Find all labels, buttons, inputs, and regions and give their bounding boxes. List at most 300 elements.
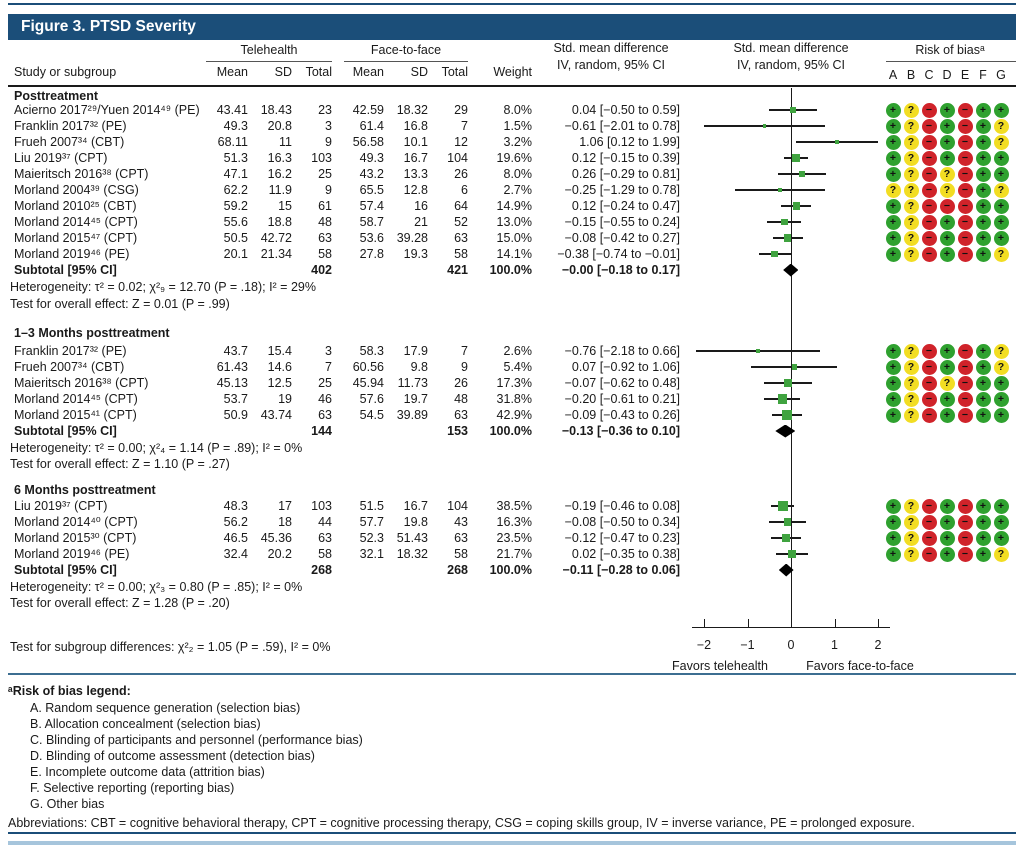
axis-tick-label: −1 [740, 638, 755, 652]
study-mean_f: 52.3 [359, 531, 384, 545]
study-ci-text: −0.25 [−1.29 to 0.78] [564, 183, 680, 197]
study-n_t: 3 [325, 344, 332, 358]
rob-circle: + [994, 376, 1009, 391]
study-name: Morland 2014⁴⁵ (CPT) [14, 215, 138, 229]
rob-circle: ? [904, 547, 919, 562]
study-mean_f: 61.4 [359, 119, 384, 133]
top-rule [8, 3, 1016, 5]
effect-square [781, 219, 788, 226]
rob-circle: − [922, 531, 937, 546]
rob-circle: − [958, 408, 973, 423]
study-n_t: 58 [318, 247, 332, 261]
effect-square [782, 534, 790, 542]
total-f-header: Total [441, 65, 468, 79]
heterogeneity-text: Heterogeneity: τ² = 0.02; χ²₉ = 12.70 (P = .18); I² = 29% [10, 280, 316, 294]
study-n_t: 103 [311, 151, 332, 165]
rob-circle: ? [904, 231, 919, 246]
study-n_f: 26 [454, 167, 468, 181]
study-sd_t: 20.2 [267, 547, 292, 561]
rob-circle: + [976, 344, 991, 359]
effect-square [763, 124, 767, 128]
rob-circle: + [976, 408, 991, 423]
subtotal-diamond [775, 425, 795, 438]
effect-square [784, 379, 791, 386]
rob-circle: + [994, 231, 1009, 246]
rob-letter: E [960, 68, 970, 82]
rob-circle: + [976, 119, 991, 134]
study-sd_t: 18.8 [267, 215, 292, 229]
effect-square [782, 410, 793, 421]
study-name: Morland 2015⁴¹ (CPT) [14, 408, 137, 422]
study-mean_t: 46.5 [223, 531, 248, 545]
subtotal-diamond [783, 264, 798, 277]
study-mean_t: 48.3 [223, 499, 248, 513]
overall-effect-text: Test for overall effect: Z = 0.01 (P = .99) [10, 297, 230, 311]
subtotal-nt: 402 [311, 263, 332, 277]
mean-t-header: Mean [216, 65, 248, 79]
study-sd_t: 18 [278, 515, 292, 529]
axis-tick-label: 0 [787, 638, 795, 652]
study-n_t: 63 [318, 408, 332, 422]
facetoface-group-header: Face-to-face [370, 43, 442, 57]
rob-legend-title: ᵃRisk of bias legend: [8, 684, 131, 698]
study-name: Liu 2019³⁷ (CPT) [14, 499, 108, 513]
study-mean_t: 55.6 [223, 215, 248, 229]
rob-circle: + [886, 199, 901, 214]
rob-circle: ? [904, 167, 919, 182]
study-n_t: 9 [325, 135, 332, 149]
rob-circle: + [976, 135, 991, 150]
subtotal-weight: 100.0% [489, 424, 532, 438]
study-sd_f: 16.7 [403, 151, 428, 165]
zero-line [791, 88, 792, 627]
rob-circle: ? [904, 183, 919, 198]
rob-circle: + [940, 547, 955, 562]
sd-f-header: SD [410, 65, 428, 79]
study-weight: 1.5% [503, 119, 532, 133]
favors-left-label: Favors telehealth [672, 659, 768, 673]
rob-circle: ? [904, 247, 919, 262]
study-weight: 19.6% [496, 151, 532, 165]
study-name: Acierno 2017²⁹/Yuen 2014⁴⁹ (PE) [14, 103, 200, 117]
study-mean_f: 56.58 [352, 135, 384, 149]
rob-circle: − [922, 183, 937, 198]
study-n_f: 7 [461, 119, 468, 133]
study-sd_t: 12.5 [267, 376, 292, 390]
heterogeneity-text: Heterogeneity: τ² = 0.00; χ²₃ = 0.80 (P = .85); I² = 0% [10, 580, 303, 594]
axis-tick [835, 619, 836, 628]
study-sd_t: 15.4 [267, 344, 292, 358]
study-n_f: 63 [454, 231, 468, 245]
rob-circle: − [958, 376, 973, 391]
study-sd_t: 16.3 [267, 151, 292, 165]
axis-tick-label: 1 [831, 638, 838, 652]
study-sd_f: 16 [414, 199, 428, 213]
study-n_f: 104 [447, 499, 468, 513]
rob-circle: ? [904, 199, 919, 214]
study-ci-text: −0.08 [−0.50 to 0.34] [564, 515, 680, 529]
rob-circle: + [994, 408, 1009, 423]
study-weight: 16.3% [496, 515, 532, 529]
favors-right-label: Favors face-to-face [806, 659, 914, 673]
overall-effect-text: Test for overall effect: Z = 1.28 (P = .20) [10, 596, 230, 610]
study-ci-text: 0.12 [−0.24 to 0.47] [571, 199, 680, 213]
rob-circle: − [922, 167, 937, 182]
subtotal-weight: 100.0% [489, 563, 532, 577]
mean-f-header: Mean [352, 65, 384, 79]
bottom-band [8, 841, 1016, 845]
study-mean_f: 42.59 [352, 103, 384, 117]
rob-circle: − [958, 515, 973, 530]
section-title: Posttreatment [14, 89, 99, 103]
risk-of-bias-header: Risk of biasᵃ [915, 43, 985, 57]
rob-circle: − [958, 360, 973, 375]
study-sd_t: 16.2 [267, 167, 292, 181]
effect-square [778, 501, 788, 511]
rob-circle: ? [904, 103, 919, 118]
effect-square [790, 107, 796, 113]
subtotal-nf: 421 [447, 263, 468, 277]
rob-circle: + [994, 499, 1009, 514]
subtotal-ci-text: −0.00 [−0.18 to 0.17] [561, 263, 680, 277]
telehealth-underline [206, 61, 332, 62]
study-ci-text: −0.15 [−0.55 to 0.24] [564, 215, 680, 229]
study-sd_t: 20.8 [267, 119, 292, 133]
study-name: Morland 2010²⁵ (CBT) [14, 199, 137, 213]
study-n_f: 26 [454, 376, 468, 390]
effect-square [756, 349, 760, 353]
study-ci-text: 0.26 [−0.29 to 0.81] [571, 167, 680, 181]
study-sd_t: 11.9 [268, 183, 292, 197]
rob-circle: − [958, 392, 973, 407]
study-mean_f: 57.7 [359, 515, 384, 529]
rob-circle: − [940, 199, 955, 214]
subtotal-label: Subtotal [95% CI] [14, 263, 117, 277]
study-ci-text: −0.19 [−0.46 to 0.08] [564, 499, 680, 513]
study-mean_t: 45.13 [216, 376, 248, 390]
rob-circle: + [940, 499, 955, 514]
study-name: Maieritsch 2016³⁸ (CPT) [14, 167, 149, 181]
rob-letter: F [979, 68, 987, 82]
rob-circle: ? [994, 360, 1009, 375]
subtotal-label: Subtotal [95% CI] [14, 424, 117, 438]
rob-circle: ? [904, 215, 919, 230]
study-weight: 31.8% [496, 392, 532, 406]
legend-top-rule [8, 673, 1016, 675]
weight-header: Weight [493, 65, 532, 79]
study-sd_f: 51.43 [396, 531, 428, 545]
study-n_t: 23 [318, 103, 332, 117]
study-name: Franklin 2017³² (PE) [14, 119, 127, 133]
study-n_f: 6 [461, 183, 468, 197]
study-ci-text: 1.06 [0.12 to 1.99] [579, 135, 680, 149]
study-mean_f: 58.7 [359, 215, 384, 229]
rob-circle: ? [904, 360, 919, 375]
rob-circle: − [922, 344, 937, 359]
study-weight: 42.9% [496, 408, 532, 422]
rob-circle: + [886, 360, 901, 375]
study-ci-text: 0.04 [−0.50 to 0.59] [571, 103, 680, 117]
study-name: Frueh 2007³⁴ (CBT) [14, 360, 125, 374]
axis-tick [704, 619, 705, 628]
study-weight: 2.6% [503, 344, 532, 358]
study-sd_f: 16.8 [403, 119, 428, 133]
study-mean_t: 20.1 [223, 247, 248, 261]
study-n_f: 43 [454, 515, 468, 529]
rob-circle: + [886, 231, 901, 246]
study-weight: 21.7% [496, 547, 532, 561]
study-sd_f: 18.32 [396, 103, 428, 117]
total-t-header: Total [305, 65, 332, 79]
rob-circle: − [922, 151, 937, 166]
study-sd_f: 39.89 [396, 408, 428, 422]
rob-circle: − [922, 215, 937, 230]
study-ci-text: −0.61 [−2.01 to 0.78] [564, 119, 680, 133]
figure-title: Figure 3. PTSD Severity [21, 18, 196, 35]
rob-circle: + [976, 515, 991, 530]
rob-circle: + [886, 103, 901, 118]
heterogeneity-text: Heterogeneity: τ² = 0.00; χ²₄ = 1.14 (P = .89); I² = 0% [10, 441, 303, 455]
smd-plot-header-line2: IV, random, 95% CI [737, 58, 845, 72]
study-mean_t: 47.1 [223, 167, 248, 181]
rob-circle: + [940, 119, 955, 134]
bottom-rule [8, 832, 1016, 834]
study-sd_f: 16.7 [403, 499, 428, 513]
study-n_t: 25 [318, 167, 332, 181]
rob-circle: ? [904, 531, 919, 546]
study-mean_f: 49.3 [359, 151, 384, 165]
rob-circle: ? [994, 247, 1009, 262]
study-n_t: 58 [318, 547, 332, 561]
legend-item: B. Allocation concealment (selection bias) [30, 717, 261, 731]
rob-circle: + [940, 515, 955, 530]
rob-circle: − [958, 231, 973, 246]
study-mean_t: 32.4 [223, 547, 248, 561]
rob-circle: − [958, 119, 973, 134]
rob-circle: + [940, 135, 955, 150]
study-name: Morland 2015⁴⁷ (CPT) [14, 231, 138, 245]
study-ci-text: −0.76 [−2.18 to 0.66] [564, 344, 680, 358]
study-name: Morland 2015³⁰ (CPT) [14, 531, 137, 545]
study-sd_t: 45.36 [260, 531, 292, 545]
rob-letter: C [924, 68, 934, 82]
study-sd_f: 19.7 [403, 392, 428, 406]
study-name: Frueh 2007³⁴ (CBT) [14, 135, 125, 149]
study-sd_f: 19.3 [403, 247, 428, 261]
rob-circle: + [994, 392, 1009, 407]
rob-circle: ? [904, 392, 919, 407]
study-n_t: 63 [318, 531, 332, 545]
study-n_t: 103 [311, 499, 332, 513]
study-sd_t: 15 [278, 199, 292, 213]
rob-circle: + [976, 103, 991, 118]
study-mean_t: 53.7 [223, 392, 248, 406]
study-ci-text: −0.08 [−0.42 to 0.27] [564, 231, 680, 245]
study-n_t: 44 [318, 515, 332, 529]
study-weight: 13.0% [496, 215, 532, 229]
rob-circle: + [940, 231, 955, 246]
study-mean_f: 57.6 [359, 392, 384, 406]
study-sd_f: 12.8 [403, 183, 428, 197]
effect-square [793, 202, 800, 209]
rob-circle: − [958, 247, 973, 262]
study-sd_f: 9.8 [410, 360, 428, 374]
study-mean_t: 59.2 [223, 199, 248, 213]
study-mean_f: 65.5 [359, 183, 384, 197]
legend-item: E. Incomplete outcome data (attrition bias) [30, 765, 265, 779]
study-n_f: 12 [454, 135, 468, 149]
rob-circle: + [976, 392, 991, 407]
rob-circle: − [958, 215, 973, 230]
sd-t-header: SD [274, 65, 292, 79]
rob-circle: − [922, 119, 937, 134]
risk-of-bias-underline [886, 61, 1016, 62]
rob-circle: ? [994, 119, 1009, 134]
subtotal-label: Subtotal [95% CI] [14, 563, 117, 577]
rob-circle: − [958, 199, 973, 214]
rob-circle: + [976, 231, 991, 246]
rob-circle: + [994, 103, 1009, 118]
study-n_f: 29 [454, 103, 468, 117]
abbreviations-text: Abbreviations: CBT = cognitive behavioral therapy, CPT = cognitive processing therapy, CSG = coping skills group, IV = inverse variance, PE = prolonged exposure. [8, 816, 915, 830]
study-ci-text: 0.02 [−0.35 to 0.38] [571, 547, 680, 561]
figure-title-bar [8, 14, 1016, 40]
facetoface-underline [344, 61, 468, 62]
effect-square [835, 140, 839, 144]
rob-circle: + [976, 499, 991, 514]
rob-circle: + [994, 151, 1009, 166]
study-sd_f: 13.3 [403, 167, 428, 181]
rob-circle: ? [994, 344, 1009, 359]
study-sd_t: 43.74 [260, 408, 292, 422]
rob-circle: + [940, 531, 955, 546]
study-sd_f: 11.73 [397, 376, 428, 390]
rob-letter: D [942, 68, 952, 82]
study-sd_t: 11 [279, 135, 292, 149]
study-n_t: 9 [325, 183, 332, 197]
rob-circle: + [976, 151, 991, 166]
study-weight: 23.5% [496, 531, 532, 545]
rob-circle: − [922, 360, 937, 375]
rob-circle: − [922, 547, 937, 562]
smd-text-header-line1: Std. mean difference [553, 41, 669, 55]
study-mean_t: 49.3 [223, 119, 248, 133]
rob-circle: + [976, 547, 991, 562]
rob-circle: ? [994, 135, 1009, 150]
study-mean_f: 43.2 [359, 167, 384, 181]
study-name: Morland 2014⁴⁵ (CPT) [14, 392, 138, 406]
study-mean_f: 60.56 [352, 360, 384, 374]
study-n_t: 46 [318, 392, 332, 406]
study-name: Morland 2004³⁹ (CSG) [14, 183, 139, 197]
rob-circle: − [922, 515, 937, 530]
header-rule [8, 85, 1016, 87]
legend-item: D. Blinding of outcome assessment (detection bias) [30, 749, 315, 763]
legend-item: F. Selective reporting (reporting bias) [30, 781, 235, 795]
rob-circle: + [886, 119, 901, 134]
study-ci-text: 0.07 [−0.92 to 1.06] [571, 360, 680, 374]
axis-tick [878, 619, 879, 628]
legend-item: G. Other bias [30, 797, 105, 811]
rob-circle: ? [904, 135, 919, 150]
study-mean_f: 53.6 [359, 231, 384, 245]
rob-circle: − [958, 499, 973, 514]
rob-circle: ? [940, 183, 955, 198]
effect-square [778, 188, 782, 192]
study-sd_f: 17.9 [403, 344, 428, 358]
study-mean_t: 68.11 [217, 135, 248, 149]
subtotal-weight: 100.0% [489, 263, 532, 277]
effect-square [778, 394, 787, 403]
study-name: Morland 2014⁴⁰ (CPT) [14, 515, 138, 529]
rob-circle: − [958, 167, 973, 182]
rob-letter: A [888, 68, 898, 82]
study-n_f: 104 [447, 151, 468, 165]
rob-circle: + [940, 247, 955, 262]
study-mean_t: 50.9 [223, 408, 248, 422]
study-n_f: 58 [454, 547, 468, 561]
study-weight: 2.7% [503, 183, 532, 197]
effect-square [788, 550, 796, 558]
study-sd_f: 21 [414, 215, 428, 229]
rob-circle: + [976, 247, 991, 262]
study-ci-text: −0.07 [−0.62 to 0.48] [564, 376, 680, 390]
legend-item: C. Blinding of participants and personnel (performance bias) [30, 733, 363, 747]
study-sd_f: 18.32 [396, 547, 428, 561]
study-ci-text: −0.09 [−0.43 to 0.26] [564, 408, 680, 422]
study-mean_f: 58.3 [359, 344, 384, 358]
study-sd_t: 17 [278, 499, 292, 513]
study-n_t: 48 [318, 215, 332, 229]
legend-item: A. Random sequence generation (selection bias) [30, 701, 301, 715]
rob-circle: − [922, 247, 937, 262]
rob-circle: − [922, 135, 937, 150]
study-mean_t: 51.3 [223, 151, 248, 165]
rob-circle: ? [904, 515, 919, 530]
section-title: 6 Months posttreatment [14, 483, 156, 497]
study-weight: 5.4% [503, 360, 532, 374]
rob-circle: + [940, 103, 955, 118]
telehealth-group-header: Telehealth [240, 43, 298, 57]
rob-circle: + [886, 515, 901, 530]
rob-circle: + [940, 408, 955, 423]
rob-circle: + [976, 199, 991, 214]
rob-circle: + [886, 547, 901, 562]
study-ci-text: −0.20 [−0.61 to 0.21] [564, 392, 680, 406]
study-sd_t: 18.43 [260, 103, 292, 117]
rob-circle: − [958, 547, 973, 562]
study-name: Liu 2019³⁷ (CPT) [14, 151, 108, 165]
study-sd_t: 19 [278, 392, 292, 406]
study-sd_f: 39.28 [396, 231, 428, 245]
subtotal-nt: 144 [311, 424, 332, 438]
rob-circle: + [976, 376, 991, 391]
smd-plot-header-line1: Std. mean difference [733, 41, 849, 55]
study-weight: 8.0% [503, 103, 532, 117]
study-sd_t: 42.72 [260, 231, 292, 245]
study-weight: 3.2% [503, 135, 532, 149]
rob-circle: + [886, 247, 901, 262]
study-mean_t: 61.43 [216, 360, 248, 374]
study-n_t: 3 [325, 119, 332, 133]
rob-circle: + [886, 135, 901, 150]
study-mean_t: 50.5 [223, 231, 248, 245]
study-name: Maieritsch 2016³⁸ (CPT) [14, 376, 149, 390]
study-mean_t: 43.7 [223, 344, 248, 358]
rob-circle: + [994, 515, 1009, 530]
study-n_f: 58 [454, 247, 468, 261]
rob-circle: − [958, 151, 973, 166]
